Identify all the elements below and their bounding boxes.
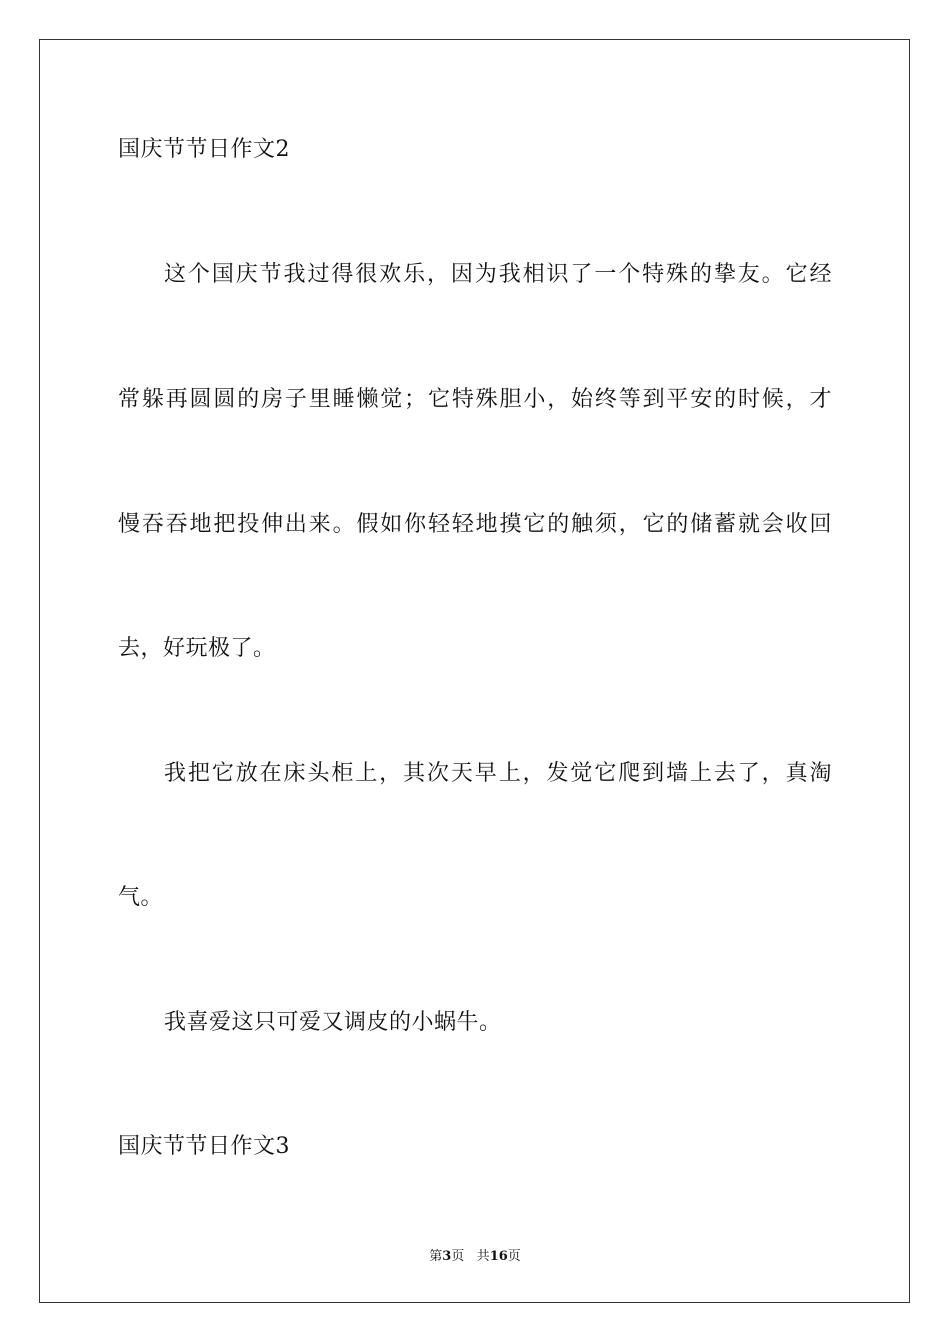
paragraph-line: 慢吞吞地把投伸出来。假如你轻轻地摸它的触须，它的储蓄就会收回	[118, 512, 832, 537]
paragraph-line: 我把它放在床头柜上，其次天早上，发觉它爬到墙上去了，真淘	[164, 761, 832, 786]
section-heading-2: 国庆节节日作文2	[118, 137, 290, 162]
paragraph-line: 我喜爱这只可爱又调皮的小蜗牛。	[164, 1010, 502, 1035]
page-number: 3	[442, 1249, 452, 1264]
paragraph-line: 常躲再圆圆的房子里睡懒觉；它特殊胆小，始终等到平安的时候，才	[118, 387, 832, 412]
page-prefix: 第	[429, 1249, 443, 1264]
total-prefix: 共	[476, 1249, 490, 1264]
page-footer	[0, 1248, 950, 1266]
paragraph-line: 这个国庆节我过得很欢乐，因为我相识了一个特殊的挚友。它经	[164, 262, 832, 287]
total-suffix: 页	[507, 1249, 521, 1264]
section-heading-3: 国庆节节日作文3	[118, 1134, 290, 1159]
paragraph-line: 气。	[118, 885, 164, 910]
paragraph-line: 去，好玩极了。	[118, 636, 276, 661]
page-suffix: 页	[451, 1249, 465, 1264]
page-border	[39, 39, 910, 1303]
total-pages: 16	[489, 1249, 508, 1264]
